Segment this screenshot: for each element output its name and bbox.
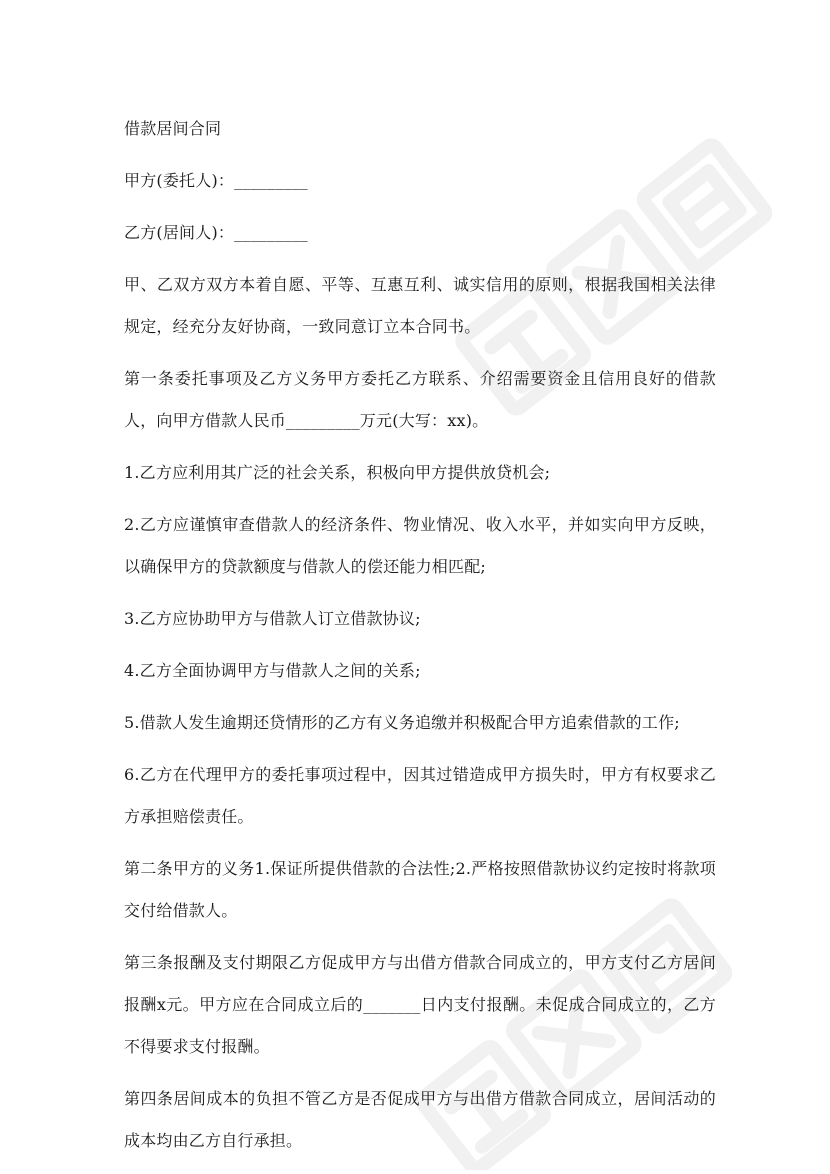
paragraph-article-4: 第四条居间成本的负担不管乙方是否促成甲方与出借方借款合同成立，居间活动的成本均由乙方自行承担。 — [124, 1089, 716, 1150]
paragraph-item-4: 4.乙方全面协调甲方与借款人之间的关系; — [124, 661, 421, 680]
contract-title: 借款居间合同 — [124, 119, 222, 138]
party-b-line: 乙方(居间人)：_________ — [124, 223, 308, 242]
paragraph-item-3: 3.乙方应协助甲方与借款人订立借款协议; — [124, 609, 421, 628]
paragraph-item-1: 1.乙方应利用其广泛的社会关系，积极向甲方提供放贷机会; — [124, 463, 551, 482]
paragraph-article-2: 第二条甲方的义务1.保证所提供借款的合法性;2.严格按照借款协议约定按时将款项交付给借款人。 — [124, 859, 716, 920]
party-a-line: 甲方(委托人)：_________ — [124, 171, 308, 190]
paragraph-article-1: 第一条委托事项及乙方义务甲方委托乙方联系、介绍需要资金且信用良好的借款人，向甲方借款人民币_________万元(大写：xx)。 — [124, 369, 716, 430]
paragraph-preamble: 甲、乙双方双方本着自愿、平等、互惠互利、诚实信用的原则，根据我国相关法律规定，经充分友好协商，一致同意订立本合同书。 — [124, 275, 716, 336]
paragraph-item-5: 5.借款人发生逾期还贷情形的乙方有义务追缴并积极配合甲方追索借款的工作; — [124, 713, 680, 732]
paragraph-item-6: 6.乙方在代理甲方的委托事项过程中，因其过错造成甲方损失时，甲方有权要求乙方承担赔偿责任。 — [124, 765, 716, 826]
paragraph-article-3: 第三条报酬及支付期限乙方促成甲方与出借方借款合同成立的，甲方支付乙方居间报酬x元。甲方应在合同成立后的_______日内支付报酬。未促成合同成立的，乙方不得要求支付报酬。 — [124, 953, 716, 1056]
paragraph-item-2: 2.乙方应谨慎审查借款人的经济条件、物业情况、收入水平，并如实向甲方反映，以确保甲方的贷款额度与借款人的偿还能力相匹配; — [124, 515, 716, 576]
contract-body — [124, 108, 716, 1172]
